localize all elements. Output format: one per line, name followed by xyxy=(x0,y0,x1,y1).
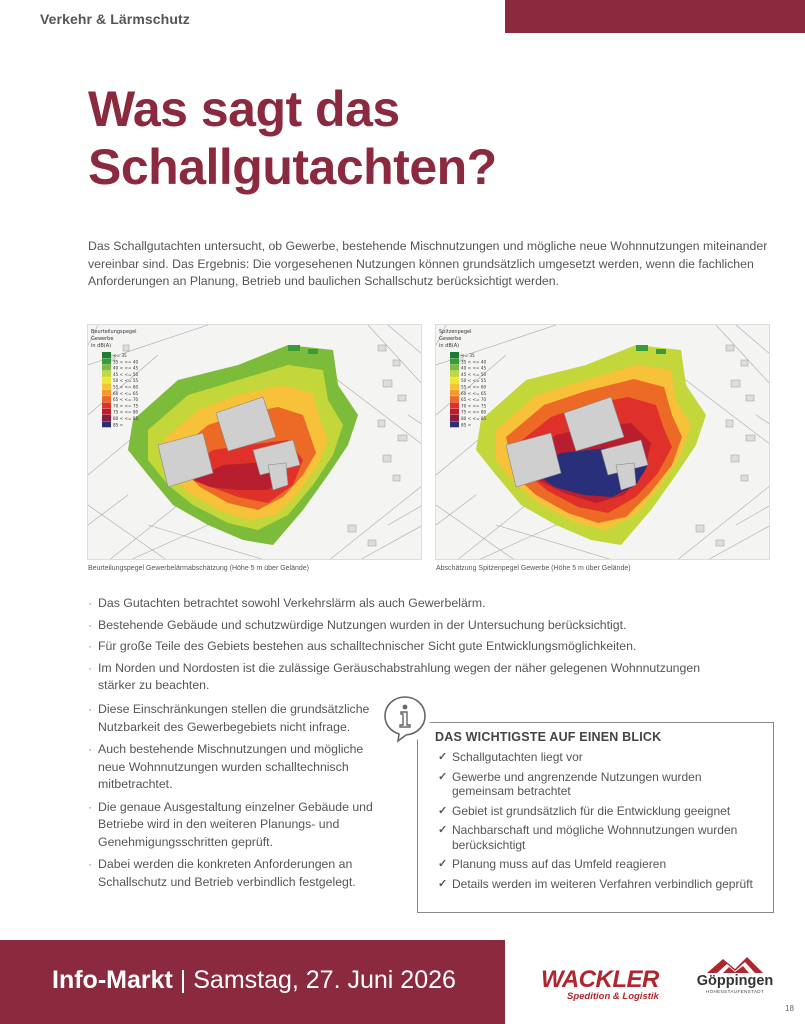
key-fact-text: Nachbarschaft und mögliche Wohnnutzungen wurden berücksichtigt xyxy=(452,823,738,852)
legend-swatch xyxy=(102,365,111,371)
key-facts-title: DAS WICHTIGSTE AUF EINEN BLICK xyxy=(435,730,662,744)
legend-swatch xyxy=(450,390,459,396)
key-fact-text: Schallgutachten liegt vor xyxy=(452,750,583,764)
bullet-list-main xyxy=(88,595,738,699)
legend-label: 50 < <= 55 xyxy=(113,378,139,384)
checkmark-icon: ✓ xyxy=(438,770,448,783)
legend-label: 75 < <= 80 xyxy=(113,409,139,415)
legend-swatch xyxy=(102,409,111,415)
map-left-legend xyxy=(102,352,139,427)
list-item: · Das Gutachten betrachtet sowohl Verkehrslärm als auch Gewerbelärm. xyxy=(88,595,738,613)
list-item: · Bestehende Gebäude und schutzwürdige Nutzungen wurden in der Untersuchung berücksichtigt. xyxy=(88,617,738,635)
goeppingen-logo-name: Göppingen xyxy=(696,973,774,989)
goeppingen-roof-icon xyxy=(705,955,765,973)
wackler-logo xyxy=(541,968,659,1002)
legend-label: 65 < <= 70 xyxy=(113,397,139,403)
legend-label: 45 < <= 50 xyxy=(113,371,139,377)
legend-swatch xyxy=(102,390,111,396)
checkmark-icon: ✓ xyxy=(438,877,448,890)
legend-label: 45 < <= 50 xyxy=(461,371,487,377)
noise-map-spitzenpegel xyxy=(435,324,770,560)
legend-swatch xyxy=(450,365,459,371)
map-right-caption: Abschätzung Spitzenpegel Gewerbe (Höhe 5 m über Gelände) xyxy=(436,565,631,572)
legend-label: 85 < xyxy=(461,422,472,428)
legend-label: 35 < <= 40 xyxy=(461,359,487,365)
event-separator: | xyxy=(179,966,187,994)
info-icon xyxy=(380,693,430,743)
legend-label: 60 < <= 65 xyxy=(461,390,487,396)
legend-swatch xyxy=(450,352,459,358)
key-fact-item xyxy=(438,857,758,872)
legend-swatch xyxy=(450,377,459,383)
event-name: Info-Markt xyxy=(52,966,173,994)
section-label: Verkehr & Lärmschutz xyxy=(40,11,190,27)
list-item: · Dabei werden die konkreten Anforderungen an Schallschutz und Betrieb verbindlich festgelegt. xyxy=(88,856,388,891)
key-fact-text: Gewerbe und angrenzende Nutzungen wurden gemeinsam betrachtet xyxy=(452,769,702,798)
legend-swatch xyxy=(102,402,111,408)
checkmark-icon: ✓ xyxy=(438,804,448,817)
legend-label: 35 < <= 40 xyxy=(113,359,139,365)
checkmark-icon: ✓ xyxy=(438,858,448,870)
map-left-caption: Beurteilungspegel Gewerbelärmabschätzung (Höhe 5 m über Gelände) xyxy=(88,565,310,572)
legend-swatch xyxy=(450,358,459,364)
key-fact-text: Gebiet ist grundsätzlich für die Entwicklung geeignet xyxy=(452,803,731,818)
legend-label: 50 < <= 55 xyxy=(461,378,487,384)
noise-map-beurteilungspegel xyxy=(87,324,422,560)
key-fact-text: Planung muss auf das Umfeld reagieren xyxy=(452,857,667,871)
legend-label: 75 < <= 80 xyxy=(461,409,487,415)
legend-swatch xyxy=(450,371,459,377)
legend-swatch xyxy=(102,384,111,390)
map-right-legend xyxy=(450,352,487,427)
legend-label: 55 < <= 60 xyxy=(461,384,487,390)
checkmark-icon: ✓ xyxy=(438,751,448,763)
map-left-legend-unit: in dB(A) xyxy=(91,343,112,349)
legend-swatch xyxy=(102,396,111,402)
legend-label: 40 < <= 45 xyxy=(113,365,139,371)
key-fact-item xyxy=(438,750,758,765)
map-left-legend-title: Beurteilungspegel xyxy=(91,329,137,335)
title-line-2: Schallgutachten? xyxy=(88,139,497,195)
header-accent-bar xyxy=(505,0,805,33)
key-facts-list xyxy=(438,750,758,896)
legend-swatch xyxy=(102,415,111,421)
title-line-1: Was sagt das xyxy=(88,81,400,137)
key-fact-item xyxy=(438,877,758,892)
legend-label: 70 < <= 75 xyxy=(113,403,139,409)
key-fact-item xyxy=(438,823,758,852)
legend-swatch xyxy=(450,402,459,408)
event-banner xyxy=(52,966,456,995)
legend-label: <= 35 xyxy=(461,353,475,358)
legend-swatch xyxy=(450,409,459,415)
legend-swatch xyxy=(450,396,459,402)
map-right-legend-title: Spitzenpegel xyxy=(439,329,472,335)
page-number: 18 xyxy=(785,1004,794,1013)
footer-bar xyxy=(0,940,505,1024)
noise-map-right-graphic xyxy=(436,325,770,560)
goeppingen-logo-sub: HOHENSTAUFENSTADT xyxy=(705,989,765,994)
legend-label: 40 < <= 45 xyxy=(461,365,487,371)
legend-swatch xyxy=(102,371,111,377)
legend-swatch xyxy=(102,421,111,427)
map-right-legend-unit: in dB(A) xyxy=(439,343,460,349)
list-item: · Im Norden und Nordosten ist die zulässige Geräuschabstrahlung wegen der näher gelegenen Wohnnutzungen stärker zu beachten. xyxy=(88,660,738,695)
map-right-legend-sub: Gewerbe xyxy=(439,336,462,342)
legend-swatch xyxy=(102,358,111,364)
legend-label: 85 < xyxy=(113,422,124,428)
key-fact-item xyxy=(438,804,758,819)
legend-label: 70 < <= 75 xyxy=(461,403,487,409)
list-item: · Diese Einschränkungen stellen die grundsätzliche Nutzbarkeit des Gewerbegebiets nicht infrage. xyxy=(88,701,388,736)
event-date: Samstag, 27. Juni 2026 xyxy=(193,966,456,994)
noise-map-left-graphic xyxy=(88,325,422,560)
map-left-legend-sub: Gewerbe xyxy=(91,336,114,342)
intro-paragraph: Das Schallgutachten untersucht, ob Gewerbe, bestehende Mischnutzungen und mögliche neue Wohnnutzungen miteinander vereinbar sind. Das Ergebnis: Die vorgesehenen Nutzungen können grundsätzlich umgesetzt werden, wenn die fachlichen Anforderungen an Planung, Betrieb und baulichen Schallschutz berücksichtigt werden. xyxy=(88,239,768,288)
list-item: · Auch bestehende Mischnutzungen und mögliche neue Wohnnutzungen wurden schalltechnisch mitbetrachtet. xyxy=(88,741,388,794)
checkmark-icon: ✓ xyxy=(438,824,448,836)
key-fact-item xyxy=(438,770,758,799)
legend-label: 65 < <= 70 xyxy=(461,397,487,403)
goeppingen-logo xyxy=(693,955,777,994)
list-item: · Für große Teile des Gebiets bestehen aus schalltechnischer Sicht gute Entwicklungsmöglichkeiten. xyxy=(88,638,738,656)
legend-swatch xyxy=(450,415,459,421)
legend-label: 80 < <= 85 xyxy=(113,416,139,421)
legend-swatch xyxy=(102,377,111,383)
legend-label: <= 35 xyxy=(113,353,127,358)
wackler-logo-name: WACKLER xyxy=(541,966,659,993)
key-facts-box xyxy=(417,722,774,913)
legend-label: 60 < <= 65 xyxy=(113,390,139,396)
legend-swatch xyxy=(450,384,459,390)
list-item: · Die genaue Ausgestaltung einzelner Gebäude und Betriebe wird in den weiteren Planungs- und Genehmigungsschritten geprüft. xyxy=(88,799,388,852)
legend-label: 55 < <= 60 xyxy=(113,384,139,390)
legend-label: 80 < <= 85 xyxy=(461,416,487,421)
legend-swatch xyxy=(102,352,111,358)
key-fact-text: Details werden im weiteren Verfahren verbindlich geprüft xyxy=(452,876,753,891)
page-title xyxy=(88,80,738,196)
wackler-logo-sub: Spedition & Logistik xyxy=(566,991,659,1002)
legend-swatch xyxy=(450,421,459,427)
bullet-list-secondary xyxy=(88,701,388,896)
